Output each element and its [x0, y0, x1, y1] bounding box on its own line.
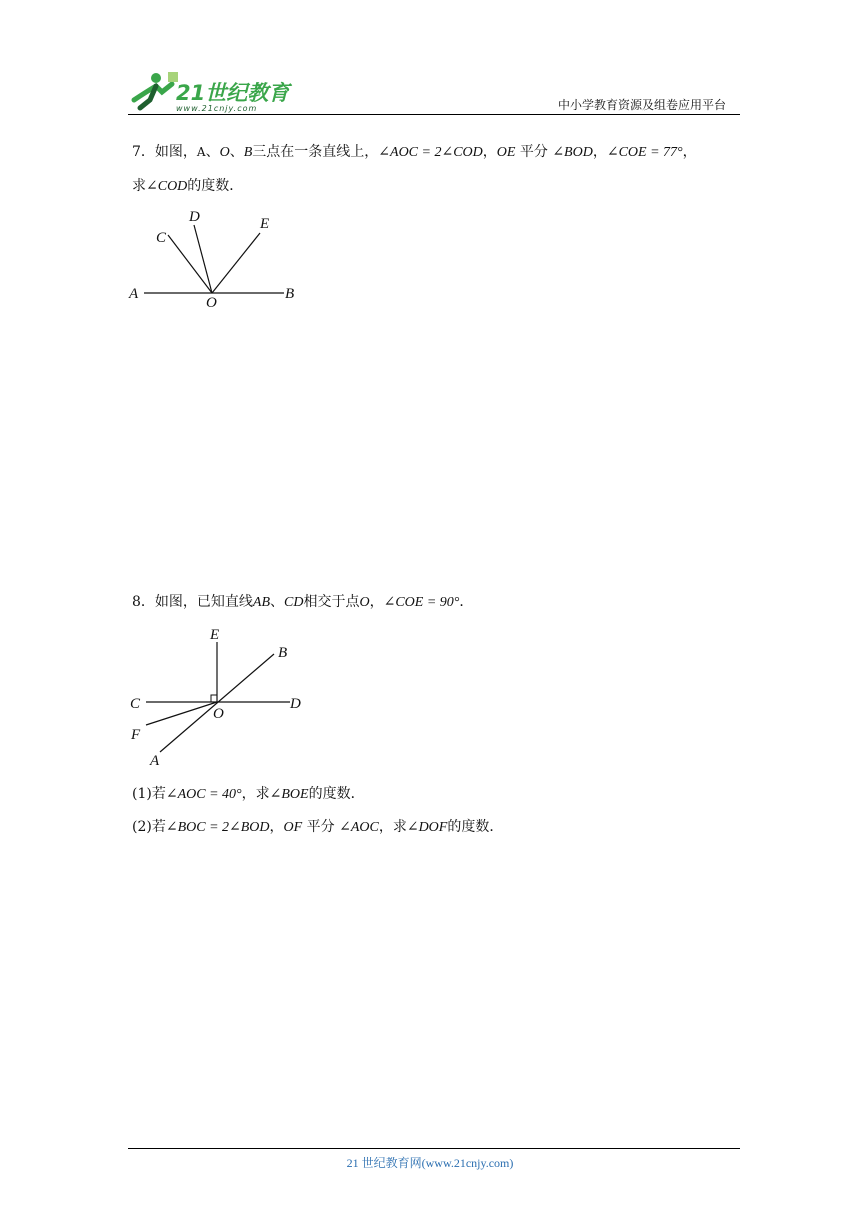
label-e: E: [260, 216, 270, 232]
q8-figure: [126, 622, 316, 772]
q8-part1: [132, 786, 365, 804]
q8-text: 相交于点: [303, 594, 360, 610]
q8-sep: ，: [369, 594, 384, 610]
label-d: D: [189, 209, 200, 225]
q8-point-o: O: [359, 595, 370, 610]
q7-expr-coe: ∠COE = 77°: [606, 145, 683, 160]
q8-expr-boc: ∠BOC = 2∠BOD: [165, 820, 270, 835]
ray-oc: [168, 235, 212, 293]
q7-point-a: A: [196, 145, 206, 159]
logo-url: www.21cnjy.com: [176, 104, 258, 113]
q7-line1: [132, 144, 697, 162]
q8-line1: [132, 594, 473, 612]
q8-expr-coe: ∠COE = 90°: [383, 595, 460, 610]
q7-text: 求: [132, 178, 146, 194]
q8-sep: ．: [459, 594, 474, 610]
q8-text: 如图，已知直线: [154, 594, 253, 610]
q7-point-o: O: [219, 145, 230, 160]
label-b: B: [285, 286, 295, 302]
label-o: O: [213, 706, 224, 722]
footer-link[interactable]: 21 世纪教育网(www.21cnjy.com): [346, 1156, 514, 1170]
q7-number: 7．: [132, 144, 155, 160]
label-c: C: [130, 696, 141, 712]
q8-sep: ，: [269, 819, 284, 835]
q8-text: ，求: [241, 786, 270, 802]
logo-text: 21世纪教育: [176, 81, 290, 105]
q7-sep: 、: [205, 144, 220, 160]
q7-expr-bod: ∠BOD: [552, 145, 593, 160]
label-d: D: [290, 696, 301, 712]
footer-divider: [128, 1148, 740, 1149]
right-angle-mark: [211, 695, 217, 702]
label-a: A: [150, 753, 160, 769]
label-c: C: [156, 230, 167, 246]
header-logo: [128, 70, 298, 114]
header-platform-text: 中小学教育资源及组卷应用平台: [557, 98, 726, 112]
q8-expr-ab: AB: [252, 595, 271, 610]
q8-expr-dof: ∠DOF: [406, 820, 448, 835]
q8-expr-cd: CD: [284, 595, 304, 610]
q7-figure: [126, 205, 316, 315]
q7-sep: ，: [482, 144, 497, 160]
q8-text: ，求: [378, 819, 407, 835]
header-divider: [128, 114, 740, 115]
q8-text: 平分: [302, 819, 340, 835]
q8-number: 8．: [132, 594, 155, 610]
q8-expr-of: OF: [283, 820, 303, 835]
q8-expr-aoc2: ∠AOC: [339, 820, 379, 835]
q8-text: (2)若: [132, 819, 166, 835]
label-b: B: [278, 645, 288, 661]
q7-text: 平分: [515, 144, 553, 160]
q7-expr-aoc: ∠AOC = 2∠COD: [378, 145, 483, 160]
ray-od: [194, 225, 212, 293]
q8-sep: 、: [270, 594, 285, 610]
q8-expr-aoc: ∠AOC = 40°: [165, 787, 242, 802]
label-f: F: [131, 727, 141, 743]
runner-logo-icon: [128, 70, 298, 114]
q8-text: 的度数．: [308, 786, 365, 802]
q7-line2: [132, 178, 243, 196]
q8-text: (1)若: [132, 786, 166, 802]
q7-sep: ，: [592, 144, 607, 160]
q7-expr-oe: OE: [496, 145, 516, 160]
ray-of: [146, 702, 217, 725]
q7-sep: ，: [682, 144, 697, 160]
label-a: A: [129, 286, 139, 302]
q8-part2: [132, 819, 503, 837]
q7-text: 的度数．: [187, 178, 244, 194]
q7-text: 三点在一条直线上，: [252, 144, 379, 160]
label-o: O: [206, 295, 217, 311]
q8-expr-boe: ∠BOE: [269, 787, 309, 802]
label-e: E: [210, 627, 220, 643]
q7-text: 如图，: [154, 144, 197, 160]
q7-point-b: B: [243, 145, 253, 160]
q7-sep: 、: [229, 144, 244, 160]
q8-text: 的度数．: [447, 819, 504, 835]
q7-expr-cod: ∠COD: [146, 179, 188, 194]
ray-oe: [212, 233, 260, 293]
